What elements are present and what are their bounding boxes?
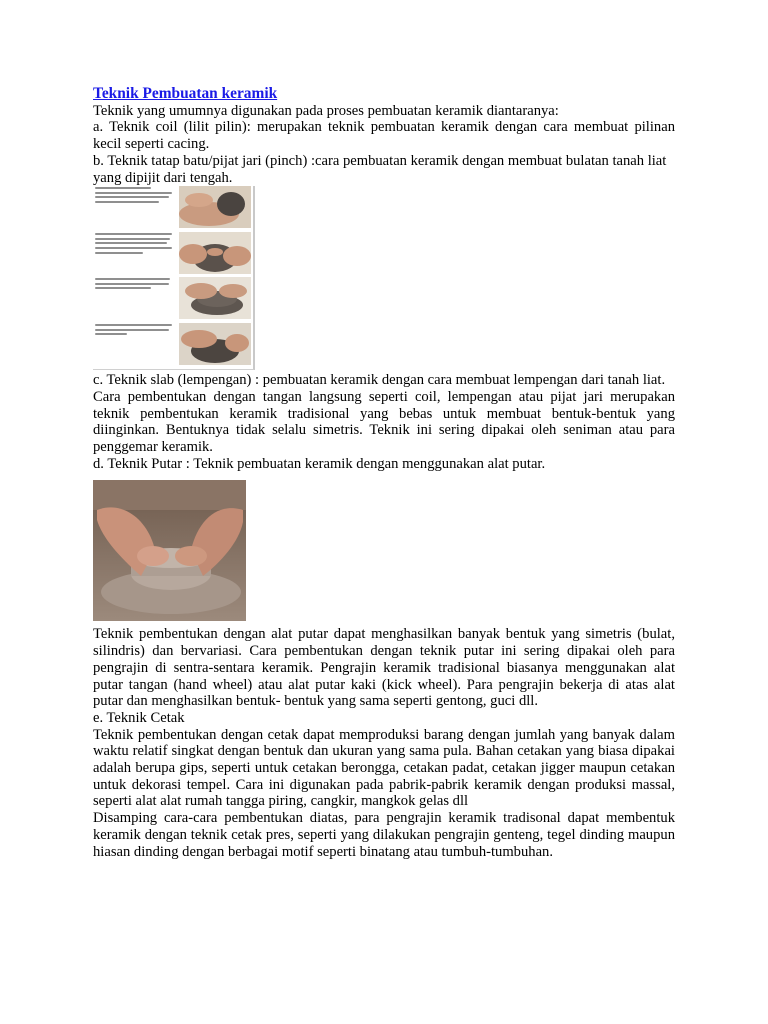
document-title[interactable]: Teknik Pembuatan keramik — [93, 85, 278, 102]
pinch-technique-figure — [93, 186, 255, 370]
intro-paragraph: Teknik yang umumnya digunakan pada proses pembuatan keramik diantaranya: — [93, 102, 559, 119]
wheel-shaping-paragraph: Teknik pembentukan dengan alat putar dapat menghasilkan banyak bentuk yang simetris (bulat, silindris) dan bervariasi. Cara pembentukan dengan teknik putar ini sering dipakai oleh para pengrajin di sentra-sentara keramik. Pengrajin keramik tradisional biasanya menggunakan alat putar tangan (hand wheel) atau alat putar kaki (kick wheel). Para pengrajin bekerja di atas alat putar dan menghasilkan bentuk- bentuk yang sama seperti gentong, guci dll. — [93, 626, 675, 710]
coil-paragraph: a. Teknik coil (lilit pilin): merupakan teknik pembuatan keramik dengan cara membuat pilinan kecil seperti cacing. — [93, 119, 675, 153]
pinch-step-1 — [93, 186, 253, 229]
document-body — [93, 86, 675, 860]
step-4-photo — [179, 323, 251, 365]
pinch-step-2 — [93, 232, 253, 275]
step-3-caption — [95, 278, 175, 292]
closing-paragraph: Disamping cara-cara pembentukan diatas, para pengrajin keramik tradisonal dapat membentuk keramik dengan teknik cetak pres, seperti yang dilakukan pengrajin genteng, tegel dinding maupun hiasan dinding dengan berbagai motif seperti binatang atau tumbuh-tumbuhan. — [93, 810, 675, 860]
step-3-photo — [179, 277, 251, 319]
mold-shaping-paragraph: Teknik pembentukan dengan cetak dapat memproduksi barang dengan jumlah yang banyak dalam waktu relatif singkat dengan bentuk dan ukuran yang sama pula. Bahan cetakan yang biasa dipakai adalah berupa gips, seperti untuk cetakan berongga, cetakan padat, cetakan jigger maupun cetakan untuk dekorasi tempel. Cara ini digunakan pada pabrik-pabrik keramik dengan produksi massal, seperti alat alat rumah tangga piring, cangkir, mangkok gelas dll — [93, 726, 675, 810]
step-4-caption — [95, 324, 175, 338]
step-2-caption — [95, 233, 175, 256]
step-2-photo — [179, 232, 251, 274]
step-1-caption — [95, 187, 175, 205]
pinch-paragraph: b. Teknik tatap batu/pijat jari (pinch) :cara pembuatan keramik dengan membuat bulatan tanah liat yang dipijit dari tengah. — [93, 152, 667, 186]
pottery-wheel-photo — [93, 480, 246, 621]
putar-paragraph: d. Teknik Putar : Teknik pembuatan keramik dengan menggunakan alat putar. — [93, 455, 546, 472]
pinch-step-3 — [93, 277, 253, 320]
slab-paragraph: c. Teknik slab (lempengan) : pembuatan keramik dengan cara membuat lempengan dari tanah liat. — [93, 372, 666, 389]
hand-shaping-paragraph: Cara pembentukan dengan tangan langsung seperti coil, lempengan atau pijat jari merupakan teknik pembentukan keramik tradisional yang bebas untuk membuat bentuk-bentuk yang diinginkan. Bentuknya tidak selalu simetris. Teknik ini sering dipakai oleh seniman atau para penggemar keramik. — [93, 388, 675, 456]
step-1-photo — [179, 186, 251, 228]
cetak-heading: e. Teknik Cetak — [93, 709, 185, 726]
pinch-step-4 — [93, 323, 253, 366]
